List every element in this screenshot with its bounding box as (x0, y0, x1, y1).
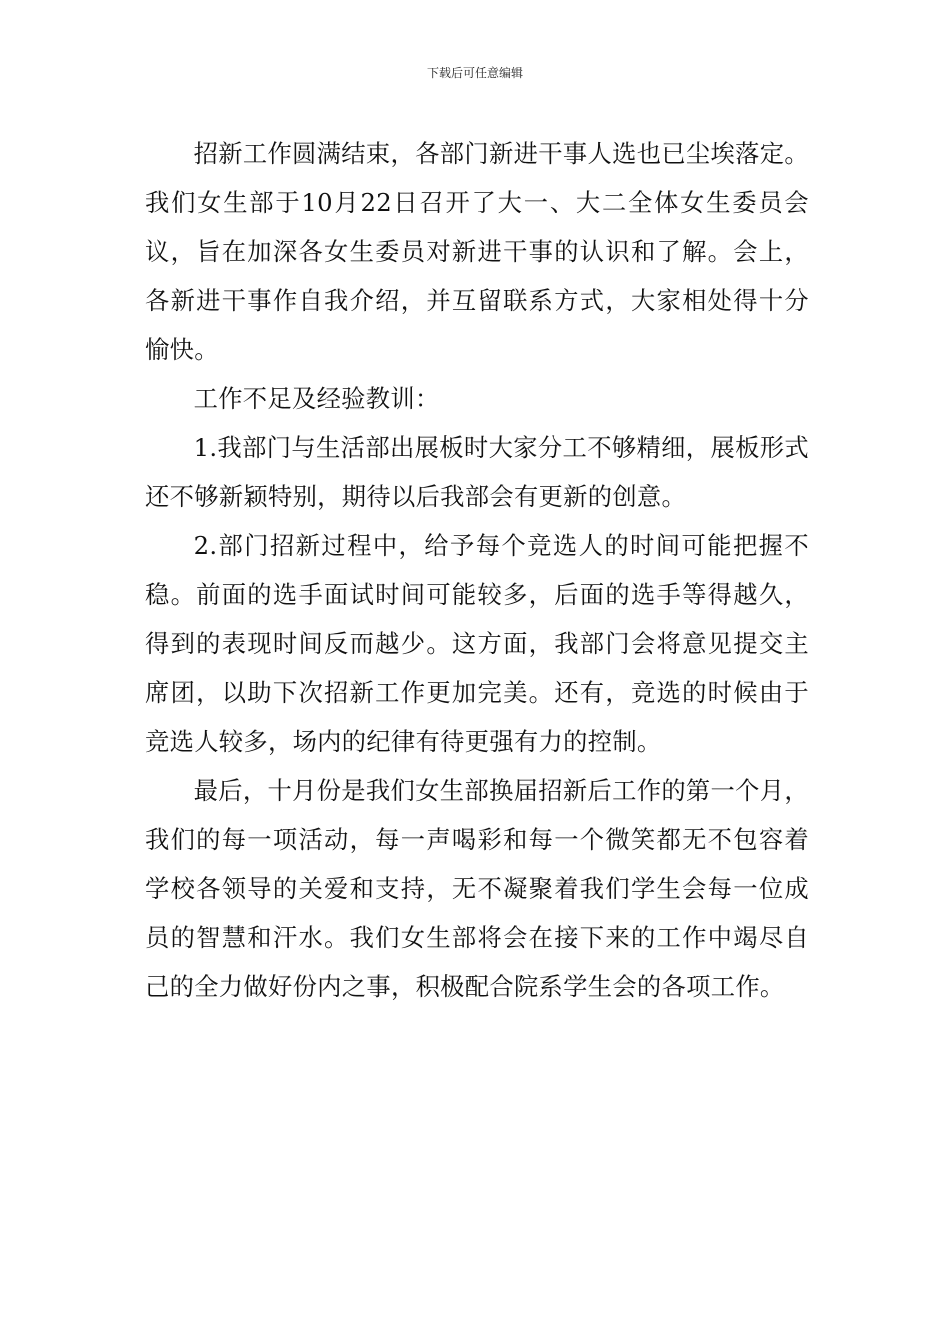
paragraph-shortcomings-heading: 工作不足及经验教训： (193, 384, 440, 413)
paragraph-conclusion: 最后，十月份是我们女生部换届招新后工作的第一个月，我们的每一项活动，每一声喝彩和每一个微笑都无不包容着学校各领导的关爱和支持，无不凝聚着我们学生会每一位成员的智慧和汗水。我们女生部将会在接下来的工作中竭尽自己的全力做好份内之事，积极配合院系学生会的各项工作。 (145, 776, 809, 1001)
paragraph-item-1: 1.我部门与生活部出展板时大家分工不够精细，展板形式还不够新颖特别，期待以后我部会有更新的创意。 (145, 433, 809, 511)
paragraph-recruitment-summary: 招新工作圆满结束，各部门新进干事人选也已尘埃落定。我们女生部于10月22日召开了大一、大二全体女生委员会议，旨在加深各女生委员对新进干事的认识和了解。会上，各新进干事作自我介绍，并互留联系方式，大家相处得十分愉快。 (145, 139, 809, 364)
paragraph-item-2: 2.部门招新过程中，给予每个竞选人的时间可能把握不稳。前面的选手面试时间可能较多，后面的选手等得越久，得到的表现时间反而越少。这方面，我部门会将意见提交主席团，以助下次招新工作更加完美。还有，竞选的时候由于竞选人较多，场内的纪律有待更强有力的控制。 (145, 531, 809, 756)
page-header: 下载后可任意编辑 (426, 66, 523, 80)
document-body (145, 129, 809, 1011)
